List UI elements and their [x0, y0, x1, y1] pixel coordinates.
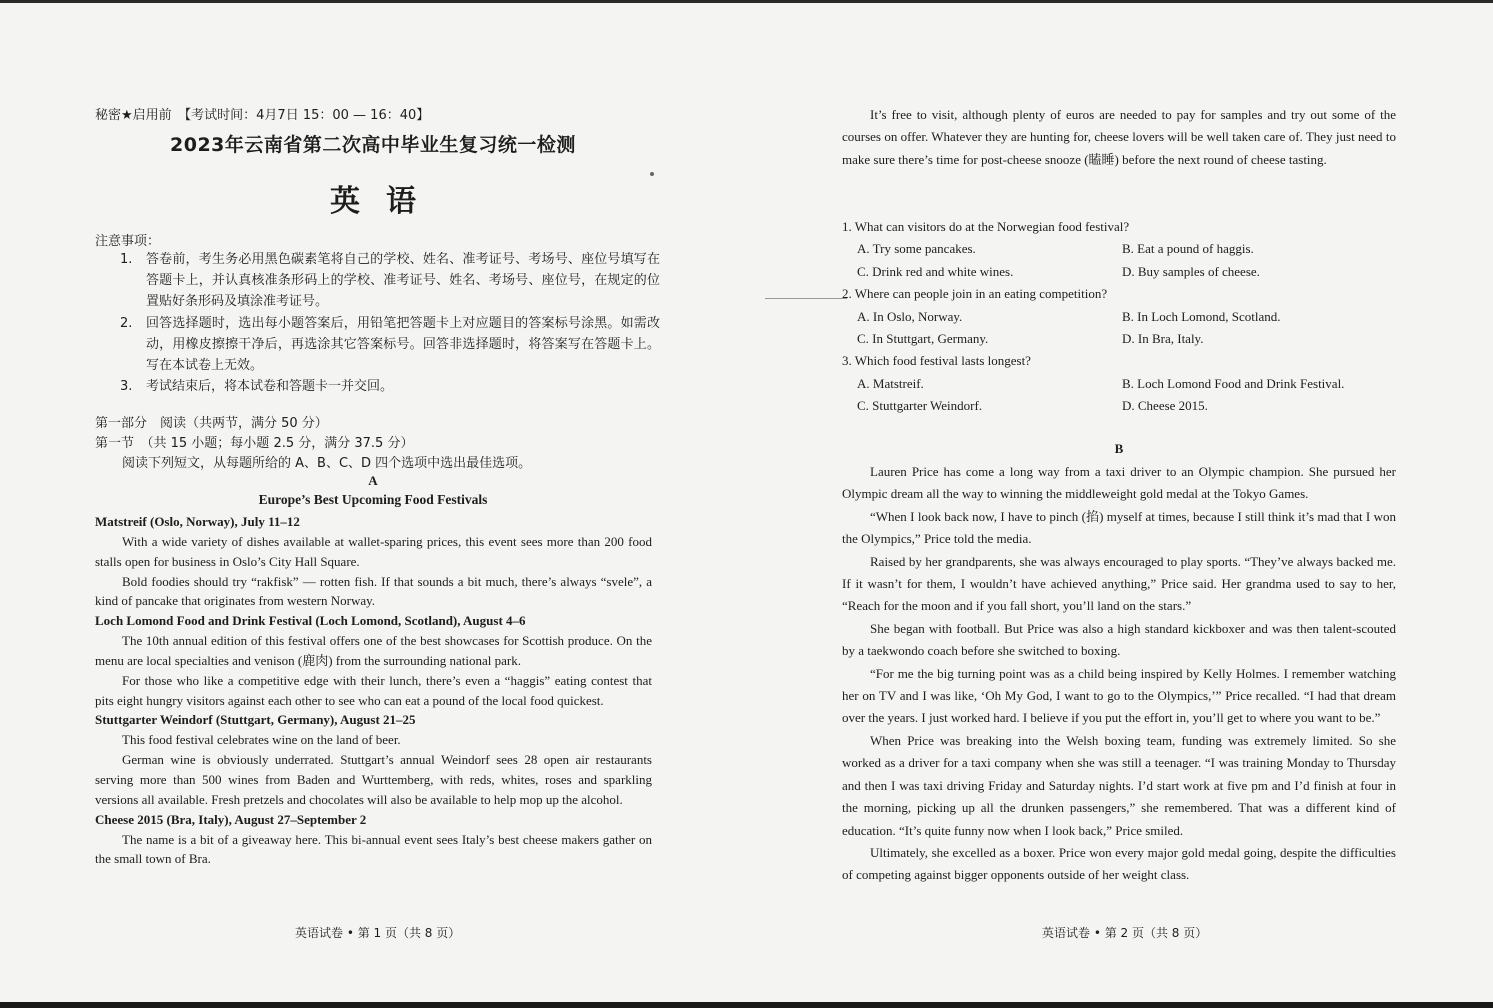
section-heading: 第一节 （共 15 小题；每小题 2.5 分，满分 37.5 分）	[95, 436, 414, 451]
scan-bottom-edge	[0, 1002, 1493, 1008]
option-row	[842, 373, 1396, 395]
option-row	[842, 238, 1396, 260]
note-item	[120, 249, 660, 313]
festival-heading: Matstreif (Oslo, Norway), July 11–12	[95, 514, 300, 529]
passage-a-title: Europe’s Best Upcoming Food Festivals	[258, 492, 488, 507]
option-row	[842, 261, 1396, 283]
note-number: 2.	[120, 315, 133, 331]
answer-option: D. Cheese 2015.	[1122, 398, 1208, 414]
notes-heading: 注意事项：	[95, 234, 161, 249]
question-stem: 1. What can visitors do at the Norwegian food festival?	[842, 219, 1130, 234]
answer-option: B. In Loch Lomond, Scotland.	[1122, 308, 1281, 324]
option-row	[842, 328, 1396, 350]
scan-artifact-line	[765, 298, 847, 299]
answer-option: D. In Bra, Italy.	[1122, 331, 1204, 347]
passage-a-label: A	[368, 473, 378, 488]
festival-paragraph: The 10th annual edition of this festival offers one of the best showcases for Scottish produce. On the menu are local specialties and venison (鹿肉) from the surrounding national park.	[95, 633, 652, 668]
answer-option: A. In Oslo, Norway.	[857, 308, 963, 324]
passage-b-paragraph: Raised by her grandparents, she was always encouraged to play sports. “They’ve always backed me. If it wasn’t for them, I wouldn’t have achieved anything,” Price said. Her grandma used to say to her, “Reach for the moon and if you fall short, you’ll land on the stars.”	[842, 553, 1396, 614]
question-list	[842, 216, 1396, 418]
passage-b-paragraph: She began with football. But Price was also a high standard kickboxer and was then talent-scouted by a taekwondo coach before she switched to boxing.	[842, 620, 1396, 659]
passage-b-body	[842, 461, 1396, 887]
answer-option: A. Matstreif.	[857, 375, 924, 391]
festival-paragraph: With a wide variety of dishes available at wallet-sparing prices, this event sees more than 200 food stalls open for business in Oslo’s City Hall Square.	[95, 533, 652, 569]
question-stem: 3. Which food festival lasts longest?	[842, 353, 1031, 369]
festival-paragraph: This food festival celebrates wine on the land of beer.	[122, 732, 401, 748]
passage-b-paragraph: When Price was breaking into the Welsh boxing team, funding was extremely limited. So she worked as a driver for a taxi company when she was still a teenager. “I was training Monday to Thursday and then I was taxi driving Friday and Saturday nights. I’d start work at five pm and I’d finish at four in the morning, picking up all the drunken passengers,” she remembered. That was a different kind of education. “It’s quite funny now when I look back,” Price smiled.	[842, 732, 1396, 838]
question-stem: 2. Where can people join in an eating competition?	[842, 286, 1108, 302]
answer-option: A. Try some pancakes.	[857, 241, 976, 257]
section-instruction: 阅读下列短文，从每题所给的 A、B、C、D 四个选项中选出最佳选项。	[122, 456, 532, 471]
note-number: 1.	[120, 252, 133, 267]
festival-paragraph: German wine is obviously underrated. Stuttgart’s annual Weindorf sees 28 open air restaurants serving more than 500 wines from Baden and Wurttemberg, with reds, whites, roses and sparkling versions all available. Fresh pretzels and chocolates will also be available to help mop up the alcohol.	[95, 752, 652, 807]
scan-dot	[650, 172, 654, 176]
exam-title: 2023年云南省第二次高中毕业生复习统一检测	[170, 134, 576, 156]
subject-title: 英语	[330, 184, 442, 219]
note-number: 3.	[120, 379, 133, 395]
exam-page-1	[0, 0, 746, 1008]
option-row	[842, 395, 1396, 417]
passage-a-continuation	[842, 104, 1396, 171]
passage-b-paragraph: Ultimately, she excelled as a boxer. Price won every major gold medal going, despite the difficulties of competing against bigger opponents outside of her weight class.	[842, 844, 1396, 883]
confidential-header: 秘密★启用前 【考试时间：4月7日 15：00 — 16：40】	[95, 108, 430, 123]
answer-option: C. Drink red and white wines.	[857, 263, 1014, 279]
passage-b-paragraph: Lauren Price has come a long way from a taxi driver to an Olympic champion. She pursued her Olympic dream all the way to winning the middleweight gold medal at the Tokyo Games.	[842, 464, 1396, 502]
option-row	[842, 306, 1396, 328]
note-text: 答卷前，考生务必用黑色碳素笔将自己的学校、姓名、准考证号、考场号、座位号填写在答题卡上，并认真核准条形码上的学校、准考证号、姓名、考场号、座位号，在规定的位置贴好条形码及填涂准考证号。	[146, 252, 660, 310]
part-heading: 第一部分 阅读（共两节，满分 50 分）	[95, 416, 328, 431]
festival-paragraph: Bold foodies should try “rakfisk” — rotten fish. If that sounds a bit much, there’s always “svele”, a kind of pancake that originates from western Norway.	[95, 573, 652, 609]
passage-a-body	[95, 512, 652, 869]
page-footer: 英语试卷 • 第 2 页（共 8 页）	[1042, 926, 1208, 940]
answer-option: B. Eat a pound of haggis.	[1122, 241, 1254, 257]
passage-b-paragraph: “For me the big turning point was as a child being inspired by Kelly Holmes. I remember watching her on TV and I was like, ‘Oh My God, I want to go to the Olympics,’” Price recalled. “I had that dream over the years. I just worked hard. I believe if you put the effort in, you’ll get to where you want to be.”	[842, 665, 1396, 726]
answer-option: C. In Stuttgart, Germany.	[857, 331, 989, 347]
note-item	[120, 376, 660, 397]
note-item	[120, 313, 660, 377]
festival-paragraph: For those who like a competitive edge with their lunch, there’s even a “haggis” eating contest that pits eight hungry visitors against each other to see who can eat a pound of the local food quickest.	[95, 672, 652, 708]
notes-list	[120, 249, 660, 397]
festival-heading: Stuttgarter Weindorf (Stuttgart, Germany), August 21–25	[95, 712, 416, 728]
answer-option: D. Buy samples of cheese.	[1122, 263, 1260, 279]
answer-option: B. Loch Lomond Food and Drink Festival.	[1122, 375, 1345, 391]
festival-paragraph: The name is a bit of a giveaway here. This bi-annual event sees Italy’s best cheese makers gather on the small town of Bra.	[95, 831, 652, 867]
note-text: 考试结束后，将本试卷和答题卡一并交回。	[146, 379, 394, 395]
passage-b-label: B	[1114, 441, 1124, 456]
answer-option: C. Stuttgarter Weindorf.	[857, 398, 983, 414]
note-text: 回答选择题时，选出每小题答案后，用铅笔把答题卡上对应题目的答案标号涂黑。如需改动，用橡皮擦擦干净后，再选涂其它答案标号。回答非选择题时，将答案写在答题卡上。写在本试卷上无效。	[146, 315, 660, 374]
page-footer: 英语试卷 • 第 1 页（共 8 页）	[295, 926, 461, 940]
continuation-paragraph: It’s free to visit, although plenty of euros are needed to pay for samples and try out some of the courses on offer. Whatever they are hunting for, cheese lovers will be well taken care of. They just need to make sure there’s time for post-cheese snooze (瞌睡) before the next round of cheese tasting.	[842, 107, 1396, 167]
passage-b-paragraph: “When I look back now, I have to pinch (掐) myself at times, because I still think it’s mad that I won the Olympics,” Price told the media.	[842, 508, 1396, 547]
festival-heading: Cheese 2015 (Bra, Italy), August 27–September 2	[95, 811, 367, 827]
festival-heading: Loch Lomond Food and Drink Festival (Loch Lomond, Scotland), August 4–6	[95, 613, 526, 629]
